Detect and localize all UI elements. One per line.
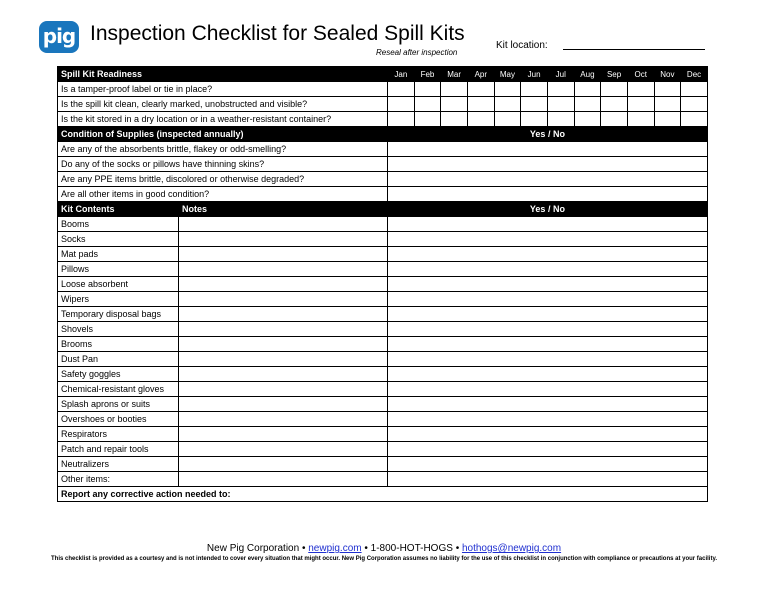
readiness-row — [58, 82, 708, 97]
pig-logo: pig — [39, 21, 79, 53]
kit-content-item: Dust Pan — [58, 352, 179, 367]
notes-cell[interactable] — [179, 367, 388, 382]
month-check-cell-mar[interactable] — [441, 82, 468, 97]
notes-cell[interactable] — [179, 307, 388, 322]
supplies-header-row — [58, 127, 708, 142]
month-check-cell-apr[interactable] — [467, 82, 494, 97]
yes-no-cell[interactable] — [388, 217, 708, 232]
kit-content-item: Socks — [58, 232, 179, 247]
footer-contact — [0, 543, 768, 554]
kit-content-row — [58, 307, 708, 322]
month-check-cell-aug[interactable] — [574, 97, 601, 112]
kit-content-item: Mat pads — [58, 247, 179, 262]
kit-content-row — [58, 277, 708, 292]
readiness-heading: Spill Kit Readiness — [58, 67, 388, 82]
notes-cell[interactable] — [179, 382, 388, 397]
notes-cell[interactable] — [179, 397, 388, 412]
month-check-cell-apr[interactable] — [467, 97, 494, 112]
month-header-dec: Dec — [681, 67, 708, 82]
yes-no-cell[interactable] — [388, 397, 708, 412]
month-header-jan: Jan — [388, 67, 415, 82]
kit-content-item: Temporary disposal bags — [58, 307, 179, 322]
month-check-cell-aug[interactable] — [574, 112, 601, 127]
month-check-cell-nov[interactable] — [654, 97, 681, 112]
yes-no-cell[interactable] — [388, 367, 708, 382]
notes-cell[interactable] — [179, 277, 388, 292]
kit-content-item: Booms — [58, 217, 179, 232]
month-check-cell-jun[interactable] — [521, 82, 548, 97]
notes-cell[interactable] — [179, 247, 388, 262]
kit-content-row — [58, 382, 708, 397]
notes-cell[interactable] — [179, 442, 388, 457]
supplies-row — [58, 187, 708, 202]
month-check-cell-apr[interactable] — [467, 112, 494, 127]
month-check-cell-oct[interactable] — [627, 112, 654, 127]
month-check-cell-dec[interactable] — [681, 97, 708, 112]
kit-content-row — [58, 322, 708, 337]
footer-website-link[interactable]: newpig.com — [308, 543, 362, 554]
month-header-sep: Sep — [601, 67, 628, 82]
kit-content-row — [58, 232, 708, 247]
yes-no-cell[interactable] — [388, 142, 708, 157]
month-check-cell-nov[interactable] — [654, 82, 681, 97]
month-check-cell-feb[interactable] — [414, 112, 441, 127]
footer-separator: • — [455, 543, 462, 554]
kit-content-item: Wipers — [58, 292, 179, 307]
supplies-question: Do any of the socks or pillows have thinning skins? — [58, 157, 388, 172]
month-check-cell-dec[interactable] — [681, 82, 708, 97]
footer-company: New Pig Corporation — [206, 543, 300, 554]
supplies-row — [58, 172, 708, 187]
yes-no-cell[interactable] — [388, 382, 708, 397]
month-check-cell-may[interactable] — [494, 112, 521, 127]
yes-no-cell[interactable] — [388, 292, 708, 307]
month-header-apr: Apr — [467, 67, 494, 82]
footer-email-link[interactable]: hothogs@newpig.com — [461, 543, 562, 554]
footer-separator: • — [364, 543, 371, 554]
kit-content-row — [58, 397, 708, 412]
readiness-row — [58, 112, 708, 127]
yes-no-cell[interactable] — [388, 472, 708, 487]
kit-content-item: Patch and repair tools — [58, 442, 179, 457]
contents-header-row — [58, 202, 708, 217]
month-header-jun: Jun — [521, 67, 548, 82]
notes-cell[interactable] — [179, 427, 388, 442]
page-title: Inspection Checklist for Sealed Spill Kits — [90, 22, 465, 45]
month-check-cell-jan[interactable] — [388, 97, 415, 112]
readiness-question: Is the kit stored in a dry location or in a weather-resistant container? — [58, 112, 388, 127]
kit-content-row — [58, 412, 708, 427]
month-check-cell-may[interactable] — [494, 97, 521, 112]
month-check-cell-jan[interactable] — [388, 112, 415, 127]
kit-content-row — [58, 427, 708, 442]
month-header-nov: Nov — [654, 67, 681, 82]
month-check-cell-feb[interactable] — [414, 82, 441, 97]
contents-yes-no-heading: Yes / No — [388, 202, 708, 217]
yes-no-cell[interactable] — [388, 232, 708, 247]
kit-content-row — [58, 472, 708, 487]
supplies-row — [58, 142, 708, 157]
page-subtitle: Reseal after inspection — [376, 48, 458, 57]
footer-disclaimer: This checklist is provided as a courtesy and is not intended to cover every situation that might occur. New Pig Corporation assumes no liability for the use of this checklist in conjunction with compliance or precautions at your facility. — [50, 556, 718, 562]
notes-cell[interactable] — [179, 262, 388, 277]
kit-content-item: Brooms — [58, 337, 179, 352]
month-header-mar: Mar — [441, 67, 468, 82]
kit-content-row — [58, 367, 708, 382]
kit-content-row — [58, 292, 708, 307]
notes-cell[interactable] — [179, 337, 388, 352]
corrective-action-label[interactable]: Report any corrective action needed to: — [58, 487, 708, 502]
yes-no-cell[interactable] — [388, 457, 708, 472]
kit-content-row — [58, 337, 708, 352]
yes-no-cell[interactable] — [388, 277, 708, 292]
kit-content-row — [58, 442, 708, 457]
kit-content-item: Safety goggles — [58, 367, 179, 382]
month-check-cell-nov[interactable] — [654, 112, 681, 127]
month-check-cell-jan[interactable] — [388, 82, 415, 97]
kit-content-item: Chemical-resistant gloves — [58, 382, 179, 397]
kit-content-item: Loose absorbent — [58, 277, 179, 292]
yes-no-cell[interactable] — [388, 247, 708, 262]
month-check-cell-jul[interactable] — [547, 97, 574, 112]
kit-content-item: Shovels — [58, 322, 179, 337]
month-header-feb: Feb — [414, 67, 441, 82]
kit-content-row — [58, 457, 708, 472]
month-header-aug: Aug — [574, 67, 601, 82]
yes-no-cell[interactable] — [388, 187, 708, 202]
month-check-cell-mar[interactable] — [441, 112, 468, 127]
footer-separator: • — [301, 543, 309, 554]
supplies-row — [58, 157, 708, 172]
yes-no-cell[interactable] — [388, 307, 708, 322]
kit-content-item: Pillows — [58, 262, 179, 277]
inspection-checklist-table — [57, 66, 708, 502]
footer-phone: 1-800-HOT-HOGS — [370, 543, 453, 554]
month-check-cell-mar[interactable] — [441, 97, 468, 112]
month-check-cell-dec[interactable] — [681, 112, 708, 127]
notes-cell[interactable] — [179, 412, 388, 427]
kit-content-item: Other items: — [58, 472, 179, 487]
notes-cell[interactable] — [179, 457, 388, 472]
month-check-cell-jul[interactable] — [547, 112, 574, 127]
kit-content-row — [58, 247, 708, 262]
month-check-cell-sep[interactable] — [601, 112, 628, 127]
notes-cell[interactable] — [179, 292, 388, 307]
readiness-question: Is the spill kit clean, clearly marked, unobstructed and visible? — [58, 97, 388, 112]
kit-location-field[interactable] — [563, 49, 705, 50]
notes-cell[interactable] — [179, 322, 388, 337]
yes-no-cell[interactable] — [388, 412, 708, 427]
contents-heading: Kit Contents — [58, 202, 179, 217]
readiness-row — [58, 97, 708, 112]
kit-content-item: Overshoes or booties — [58, 412, 179, 427]
notes-heading: Notes — [179, 202, 388, 217]
month-check-cell-jun[interactable] — [521, 112, 548, 127]
readiness-header-row — [58, 67, 708, 82]
yes-no-cell[interactable] — [388, 262, 708, 277]
yes-no-cell[interactable] — [388, 322, 708, 337]
notes-cell[interactable] — [179, 217, 388, 232]
supplies-question: Are any of the absorbents brittle, flakey or odd-smelling? — [58, 142, 388, 157]
month-check-cell-jun[interactable] — [521, 97, 548, 112]
month-header-may: May — [494, 67, 521, 82]
month-check-cell-aug[interactable] — [574, 82, 601, 97]
notes-cell[interactable] — [179, 232, 388, 247]
kit-location-label: Kit location: — [496, 40, 548, 51]
month-check-cell-jul[interactable] — [547, 82, 574, 97]
month-check-cell-oct[interactable] — [627, 97, 654, 112]
month-check-cell-sep[interactable] — [601, 82, 628, 97]
month-header-oct: Oct — [627, 67, 654, 82]
supplies-question: Are any PPE items brittle, discolored or otherwise degraded? — [58, 172, 388, 187]
month-check-cell-oct[interactable] — [627, 82, 654, 97]
yes-no-cell[interactable] — [388, 337, 708, 352]
kit-content-item: Splash aprons or suits — [58, 397, 179, 412]
notes-cell[interactable] — [179, 352, 388, 367]
month-check-cell-may[interactable] — [494, 82, 521, 97]
supplies-question: Are all other items in good condition? — [58, 187, 388, 202]
readiness-question: Is a tamper-proof label or tie in place? — [58, 82, 388, 97]
kit-content-item: Respirators — [58, 427, 179, 442]
notes-cell[interactable] — [179, 472, 388, 487]
kit-content-row — [58, 262, 708, 277]
corrective-action-row — [58, 487, 708, 502]
yes-no-cell[interactable] — [388, 157, 708, 172]
kit-content-row — [58, 217, 708, 232]
yes-no-cell[interactable] — [388, 172, 708, 187]
month-check-cell-feb[interactable] — [414, 97, 441, 112]
supplies-heading: Condition of Supplies (inspected annually) — [58, 127, 388, 142]
yes-no-cell[interactable] — [388, 442, 708, 457]
supplies-yes-no-heading: Yes / No — [388, 127, 708, 142]
yes-no-cell[interactable] — [388, 352, 708, 367]
month-header-jul: Jul — [547, 67, 574, 82]
kit-content-row — [58, 352, 708, 367]
yes-no-cell[interactable] — [388, 427, 708, 442]
month-check-cell-sep[interactable] — [601, 97, 628, 112]
kit-content-item: Neutralizers — [58, 457, 179, 472]
